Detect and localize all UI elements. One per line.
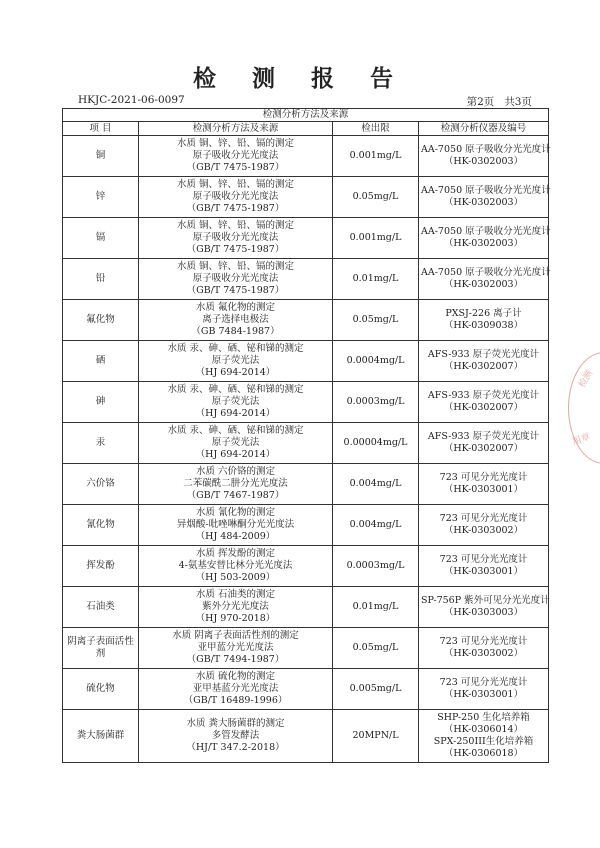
cell-instrument-line: （HK-0302007） (443, 443, 524, 454)
cell-limit: 0.01mg/L (333, 259, 419, 300)
cell-method-line: 水质 汞、砷、硒、铋和锑的测定 (167, 384, 304, 396)
report-title: 检 测 报 告 (192, 65, 408, 92)
table-row (63, 669, 549, 710)
cell-method (139, 136, 333, 177)
cell-instrument (419, 341, 549, 382)
cell-instrument (419, 505, 549, 546)
cell-item-line: 铜 (95, 150, 106, 162)
page-total: 共3页 (504, 96, 532, 108)
cell-item (63, 218, 139, 259)
column-header-instrument: 检测分析仪器及编号 (419, 122, 549, 136)
cell-item (63, 505, 139, 546)
cell-instrument-line: （HK-0303003） (443, 607, 524, 618)
cell-method-line: 水质 铜、锌、铅、镉的测定 (176, 138, 295, 150)
table-body (63, 136, 549, 763)
cell-method-line: 水质 氰化物的测定 (195, 507, 276, 519)
cell-instrument (419, 628, 549, 669)
cell-item (63, 259, 139, 300)
cell-method-line: 水质 汞、砷、硒、铋和锑的测定 (167, 343, 304, 355)
table-row (63, 710, 549, 763)
cell-method-line: 原子吸收分光光度法 (192, 191, 279, 203)
cell-instrument (419, 218, 549, 259)
cell-method-line: 二苯碳酰二肼分光光度法 (183, 478, 288, 490)
column-header-limit: 检出限 (333, 122, 419, 136)
cell-item (63, 546, 139, 587)
cell-instrument (419, 546, 549, 587)
cell-method-line: 原子荧光法 (211, 396, 260, 408)
table-row (63, 341, 549, 382)
cell-method-line: （HJ 694-2014） (195, 448, 276, 460)
cell-method (139, 382, 333, 423)
cell-instrument (419, 587, 549, 628)
cell-method-line: （GB/T 7475-1987） (186, 243, 285, 255)
table-section-title: 检测分析方法及来源 (63, 109, 549, 122)
cell-instrument (419, 710, 549, 763)
cell-item (63, 300, 139, 341)
seal-text-bottom: 用章 (571, 432, 592, 448)
table-row (63, 505, 549, 546)
cell-limit: 0.05mg/L (333, 628, 419, 669)
cell-instrument (419, 669, 549, 710)
cell-instrument-line: 723 可见分光光度计 (439, 554, 528, 566)
cell-item-line: 六价铬 (86, 478, 115, 490)
cell-item (63, 710, 139, 763)
cell-instrument-line: AFS-933 原子荧光光度计 (427, 431, 540, 443)
table-row (63, 382, 549, 423)
table-row (63, 300, 549, 341)
cell-instrument-line: 723 可见分光光度计 (439, 472, 528, 484)
cell-method (139, 546, 333, 587)
cell-item (63, 136, 139, 177)
cell-limit: 0.01mg/L (333, 587, 419, 628)
cell-method-line: 原子吸收分光光度法 (192, 273, 279, 285)
cell-limit: 0.005mg/L (333, 669, 419, 710)
report-number: HKJC-2021-06-0097 (78, 94, 185, 106)
cell-instrument-line: （HK-0303001） (443, 484, 524, 495)
cell-method (139, 505, 333, 546)
cell-method (139, 669, 333, 710)
cell-method-line: （GB/T 7494-1987） (186, 653, 285, 665)
cell-limit: 0.001mg/L (333, 136, 419, 177)
cell-limit: 0.05mg/L (333, 177, 419, 218)
page-info (467, 94, 532, 109)
cell-limit: 0.00004mg/L (333, 423, 419, 464)
cell-method (139, 341, 333, 382)
cell-instrument-line: （HK-0302003） (443, 279, 524, 290)
table-row (63, 218, 549, 259)
cell-item (63, 628, 139, 669)
cell-item (63, 464, 139, 505)
cell-method-line: 异烟酸-吡唑啉酮分光光度法 (176, 519, 295, 531)
cell-instrument (419, 382, 549, 423)
cell-method (139, 628, 333, 669)
cell-method-line: 水质 汞、砷、硒、铋和锑的测定 (167, 425, 304, 437)
cell-method-line: （HJ 503-2009） (195, 571, 276, 583)
cell-item-line: 氟化物 (86, 314, 115, 326)
cell-item-line: 剂 (95, 648, 106, 659)
cell-instrument-line: 723 可见分光光度计 (439, 636, 528, 648)
seal-text-top: 检测 (577, 368, 596, 390)
cell-method-line: （HJ 694-2014） (195, 366, 276, 378)
table-row (63, 464, 549, 505)
cell-instrument-line: （HK-0306018） (443, 747, 524, 759)
cell-method (139, 710, 333, 763)
table-row (63, 177, 549, 218)
cell-instrument-line: PXSJ-226 离子计 (445, 308, 522, 320)
cell-method-line: （GB/T 7475-1987） (186, 284, 285, 296)
cell-method-line: 水质 硫化物的测定 (195, 671, 276, 683)
cell-item-line: 氰化物 (86, 519, 115, 531)
cell-instrument-line: （HK-0303001） (443, 566, 524, 577)
cell-method-line: 原子吸收分光光度法 (192, 232, 279, 244)
cell-limit: 0.004mg/L (333, 464, 419, 505)
cell-instrument (419, 464, 549, 505)
cell-limit: 0.0004mg/L (333, 341, 419, 382)
cell-instrument-line: （HK-0303002） (443, 648, 524, 659)
cell-method-line: （HJ 970-2018） (195, 612, 276, 624)
cell-item (63, 341, 139, 382)
cell-instrument-line: （HK-0302003） (443, 156, 524, 167)
cell-item-line: 汞 (95, 437, 106, 449)
cell-method-line: 亚甲基蓝分光光度法 (192, 683, 279, 695)
cell-method (139, 464, 333, 505)
cell-instrument-line: AA-7050 原子吸收分光光度计 (421, 185, 551, 197)
cell-instrument-line: AA-7050 原子吸收分光光度计 (421, 144, 551, 156)
cell-limit: 0.05mg/L (333, 300, 419, 341)
cell-method (139, 423, 333, 464)
cell-instrument-line: （HK-0303001） (443, 689, 524, 700)
cell-limit: 0.0003mg/L (333, 546, 419, 587)
cell-method (139, 177, 333, 218)
cell-instrument-line: （HK-0306014） (443, 724, 524, 736)
cell-instrument (419, 423, 549, 464)
cell-method-line: 原子荧光法 (211, 437, 260, 449)
cell-instrument-line: （HK-0303002） (443, 525, 524, 536)
cell-method-line: 水质 铜、锌、铅、镉的测定 (176, 220, 295, 232)
cell-method-line: （GB/T 16489-1996） (183, 694, 288, 706)
cell-method-line: 紫外分光光度法 (202, 601, 269, 613)
cell-method-line: 水质 铜、锌、铅、镉的测定 (176, 179, 295, 191)
cell-item-line: 硫化物 (86, 683, 115, 695)
methods-table (62, 108, 549, 763)
table-row (63, 259, 549, 300)
cell-method-line: （GB 7484-1987） (191, 325, 280, 337)
cell-item-line: 锌 (95, 191, 106, 203)
cell-instrument (419, 300, 549, 341)
cell-method-line: 水质 阴离子表面活性剂的测定 (172, 630, 299, 642)
cell-method-line: 水质 六价铬的测定 (195, 466, 276, 478)
cell-instrument-line: （HK-0302003） (443, 238, 524, 249)
cell-item (63, 382, 139, 423)
cell-method-line: 原子荧光法 (211, 355, 260, 367)
cell-method (139, 587, 333, 628)
cell-method-line: 水质 铜、锌、铅、镉的测定 (176, 261, 295, 273)
page-current: 第2页 (466, 96, 495, 108)
cell-item (63, 423, 139, 464)
cell-limit: 0.001mg/L (333, 218, 419, 259)
cell-method (139, 218, 333, 259)
cell-item-line: 镉 (95, 232, 106, 244)
cell-method-line: （HJ/T 347.2-2018） (186, 741, 285, 753)
cell-instrument (419, 177, 549, 218)
cell-instrument-line: 723 可见分光光度计 (439, 513, 528, 525)
cell-item-line: 阴离子表面活性 (67, 636, 134, 648)
column-header-item: 项 目 (63, 122, 139, 136)
cell-instrument-line: （HK-0302007） (443, 361, 524, 372)
cell-instrument-line: （HK-0302003） (443, 197, 524, 208)
table-row (63, 546, 549, 587)
cell-limit: 20MPN/L (333, 710, 419, 763)
cell-instrument-line: AFS-933 原子荧光光度计 (427, 349, 540, 361)
cell-instrument-line: （HK-0309038） (443, 320, 524, 331)
cell-method-line: 4-氨基安替比林分光光度法 (178, 560, 293, 572)
cell-method (139, 300, 333, 341)
cell-method-line: 水质 挥发酚的测定 (195, 548, 276, 560)
cell-method-line: （GB/T 7475-1987） (186, 161, 285, 173)
table-row (63, 628, 549, 669)
cell-item-line: 硒 (95, 355, 106, 367)
cell-item-line: 砷 (95, 396, 106, 408)
cell-instrument-line: （HK-0302007） (443, 402, 524, 413)
cell-method-line: （GB/T 7467-1987） (186, 489, 285, 501)
cell-item-line: 粪大肠菌群 (76, 730, 125, 742)
cell-method-line: 水质 氟化物的测定 (195, 302, 276, 314)
table-row (63, 136, 549, 177)
cell-method-line: 水质 石油类的测定 (195, 589, 276, 601)
cell-item (63, 669, 139, 710)
cell-method-line: 原子吸收分光光度法 (192, 150, 279, 162)
cell-instrument (419, 136, 549, 177)
cell-item-line: 石油类 (86, 601, 115, 613)
cell-limit: 0.0003mg/L (333, 382, 419, 423)
cell-instrument-line: AA-7050 原子吸收分光光度计 (421, 267, 551, 279)
cell-item (63, 587, 139, 628)
cell-method-line: 亚甲蓝分光光度法 (197, 642, 274, 654)
cell-instrument-line: SP-756P 紫外可见分光光度计 (421, 595, 550, 607)
cell-method-line: （HJ 484-2009） (195, 530, 276, 542)
cell-item-line: 铅 (95, 273, 106, 285)
cell-method-line: 离子选择电极法 (202, 314, 269, 326)
cell-instrument (419, 259, 549, 300)
cell-item-line: 挥发酚 (86, 560, 115, 572)
cell-method-line: （HJ 694-2014） (195, 407, 276, 419)
cell-instrument-line: 723 可见分光光度计 (439, 677, 528, 689)
cell-instrument-line: SPX-250III生化培养箱 (433, 736, 534, 747)
cell-instrument-line: AA-7050 原子吸收分光光度计 (421, 226, 551, 238)
cell-item (63, 177, 139, 218)
column-header-method: 检测分析方法及来源 (139, 122, 333, 136)
table-row (63, 423, 549, 464)
cell-method-line: 多管发酵法 (211, 730, 260, 742)
cell-method (139, 259, 333, 300)
cell-method-line: 水质 粪大肠菌群的测定 (186, 718, 285, 730)
cell-instrument-line: AFS-933 原子荧光光度计 (427, 390, 540, 402)
cell-instrument-line: SHP-250 生化培养箱 (437, 712, 530, 724)
cell-limit: 0.004mg/L (333, 505, 419, 546)
cell-method-line: （GB/T 7475-1987） (186, 202, 285, 214)
table-row (63, 587, 549, 628)
